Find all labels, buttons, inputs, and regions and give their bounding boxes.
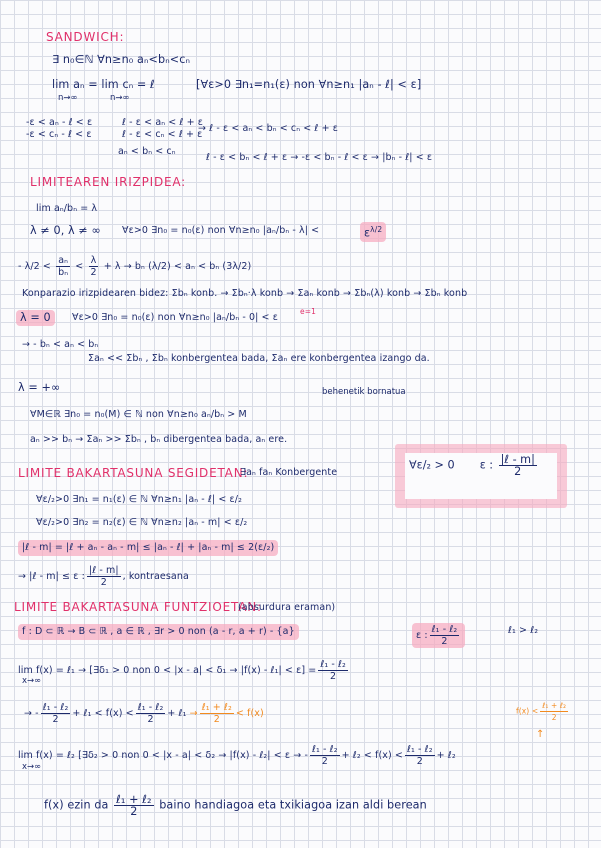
sandwich-conclusion: ℓ - ε < bₙ < ℓ + ε → -ε < bₙ - ℓ < ε → |bₙ - ℓ| < ε (206, 152, 433, 163)
sandwich-ineq-a: -ε < aₙ - ℓ < ε (26, 117, 93, 128)
func-uniqueness-note: (absurdura eraman) (238, 602, 336, 613)
sandwich-limit-subscript-a: n→∞ (58, 93, 78, 103)
seq-limit-l: ∀ε/₂>0 ∃n₁ = n₁(ε) ∈ ℕ ∀n≥n₁ |aₙ - ℓ| < ε/₂ (36, 494, 242, 505)
lambda-zero-definition: ∀ε>0 ∃n₀ = n₀(ε) non ∀n≥n₀ |aₙ/bₙ - 0| < ε (72, 312, 278, 323)
func-side-bound: f(x) < $\frac{\text{ℓ₁ + ℓ₂}}{2}$ (516, 701, 567, 722)
sandwich-hypothesis: ∃ n₀∈ℕ ∀n≥n₀ aₙ<bₙ<cₙ (52, 53, 191, 66)
lambda-infinite-definition: ∀M∈ℝ ∃n₀ = n₀(M) ∈ ℕ non ∀n≥n₀ aₙ/bₙ > M (30, 409, 247, 420)
func-definition: f : D ⊂ ℝ → B ⊂ ℝ , a ∈ ℝ , ∃r > 0 non (a - r, a + r) - {a} (18, 624, 299, 640)
sandwich-limits: lim aₙ = lim cₙ = ℓ (52, 78, 155, 91)
func-bounds-l1: → - $\frac{\text{ℓ₁ - ℓ₂}}{2}$ + ℓ₁ < f(x) < $\frac{\text{ℓ₁ - ℓ₂}}{2}$ + ℓ₁ → $\frac{\text{ℓ₁ + ℓ₂}}{2}$ < f(x) (24, 702, 264, 725)
comparison-criterion: Konparazio irizpidearen bidez: Σbₙ konb. → Σbₙ·λ konb → Σaₙ konb → Σbₙ(λ) konb → Σbₙ konb (22, 288, 468, 299)
lambda-zero-bounds: → - bₙ < aₙ < bₙ (22, 339, 99, 350)
seq-uniqueness-title: LIMITE BAKARTASUNA SEGIDETAN: (18, 466, 249, 480)
func-limit-l2: lim f(x) = ℓ₂ [∃δ₂ > 0 non 0 < |x - a| < δ₂ → |f(x) - ℓ₂| < ε → - $\frac{\text{ℓ₁ - ℓ₂}}{2}$ + ℓ₂ < f(x) < $\frac{\text{ℓ₁ - ℓ₂}}{2}$ + ℓ₂ (18, 744, 456, 767)
sandwich-ineq-c: -ε < cₙ - ℓ < ε (26, 129, 92, 140)
limit-ratio: lim aₙ/bₙ = λ (36, 203, 98, 214)
sandwich-ineq-c-expanded: ℓ - ε < cₙ < ℓ + ε (122, 129, 203, 140)
epsilon-highlight: $\varepsilon^{\lambda/2}$ (360, 222, 386, 242)
lower-bounded-note: behenetik bornatua (322, 387, 406, 397)
func-epsilon-choice: ε : $\frac{\text{ℓ₁ - ℓ₂}}{2}$ (412, 623, 465, 648)
func-order-assumption: ℓ₁ > ℓ₂ (508, 625, 539, 636)
epsilon-choice: ∀ε/₂ > 0 ε : $\frac{\text{|ℓ - m|}}{2}$ (409, 453, 535, 478)
contradiction-line: → |ℓ - m| ≤ ε : $\frac{\text{|ℓ - m|}}{2}$ , kontraesana (18, 565, 189, 588)
sandwich-order: aₙ < bₙ < cₙ (118, 146, 176, 157)
func-limit-l1-subscript: x→∞ (22, 676, 42, 686)
seq-uniqueness-assumption: ∃aₙ faₙ Konbergente (240, 467, 338, 478)
func-conclusion: f(x) ezin da $\frac{\text{ℓ₁ + ℓ₂}}{2}$ baino handiagoa eta txikiagoa izan aldi berean (44, 793, 427, 818)
sandwich-limit-subscript-c: n→∞ (110, 93, 130, 103)
triangle-inequality: |ℓ - m| = |ℓ + aₙ - aₙ - m| ≤ |aₙ - ℓ| + |aₙ - m| ≤ 2(ε/₂) (18, 540, 278, 556)
lambda-finite-definition: ∀ε>0 ∃n₀ = n₀(ε) non ∀n≥n₀ |aₙ/bₙ - λ| < (122, 225, 320, 236)
lambda-zero-case: λ = 0 (16, 310, 55, 326)
sandwich-ineq-a-expanded: ℓ - ε < aₙ < ℓ + ε (122, 117, 203, 128)
func-limit-l1: lim f(x) = ℓ₁ → [∃δ₁ > 0 non 0 < |x - a| < δ₁ → |f(x) - ℓ₁| < ε] = $\frac{\text{ℓ₁ - ℓ₂}}{2}$ (18, 659, 346, 682)
sandwich-limit-definition: [∀ε>0 ∃n₁=n₁(ε) non ∀n≥n₁ |aₙ - ℓ| < ε] (196, 78, 422, 91)
limit-criterion-title: LIMITEAREN IRIZPIDEA: (30, 175, 187, 189)
lambda-bounds: - λ/2 < $\frac{\text{aₙ}}{\text{bₙ}}$ < $\frac{\lambda}{2}$ + λ → bₙ (λ/2) < aₙ < bₙ (3λ/2) (18, 255, 252, 278)
sandwich-chain: → ℓ - ε < aₙ < bₙ < cₙ < ℓ + ε (198, 123, 338, 134)
seq-limit-m: ∀ε/₂>0 ∃n₂ = n₂(ε) ∈ ℕ ∀n≥n₂ |aₙ - m| < ε/₂ (36, 517, 248, 528)
lambda-finite-case: λ ≠ 0, λ ≠ ∞ (30, 224, 101, 237)
arrow-up-icon: ↑ (536, 729, 545, 740)
lambda-zero-epsilon-exponent: e=1 (300, 307, 316, 316)
lambda-infinite-conclusion: aₙ >> bₙ → Σaₙ >> Σbₙ , bₙ dibergentea bada, aₙ ere. (30, 434, 288, 445)
sandwich-title: SANDWICH: (46, 30, 125, 44)
lambda-zero-conclusion: Σaₙ << Σbₙ , Σbₙ konbergentea bada, Σaₙ ere konbergentea izango da. (88, 353, 430, 364)
func-uniqueness-title: LIMITE BAKARTASUNA FUNTZIOETAN: (14, 600, 262, 614)
func-limit-l2-subscript: x→∞ (22, 762, 42, 772)
lambda-infinite-case: λ = +∞ (18, 381, 61, 394)
epsilon-choice-box (395, 444, 567, 508)
